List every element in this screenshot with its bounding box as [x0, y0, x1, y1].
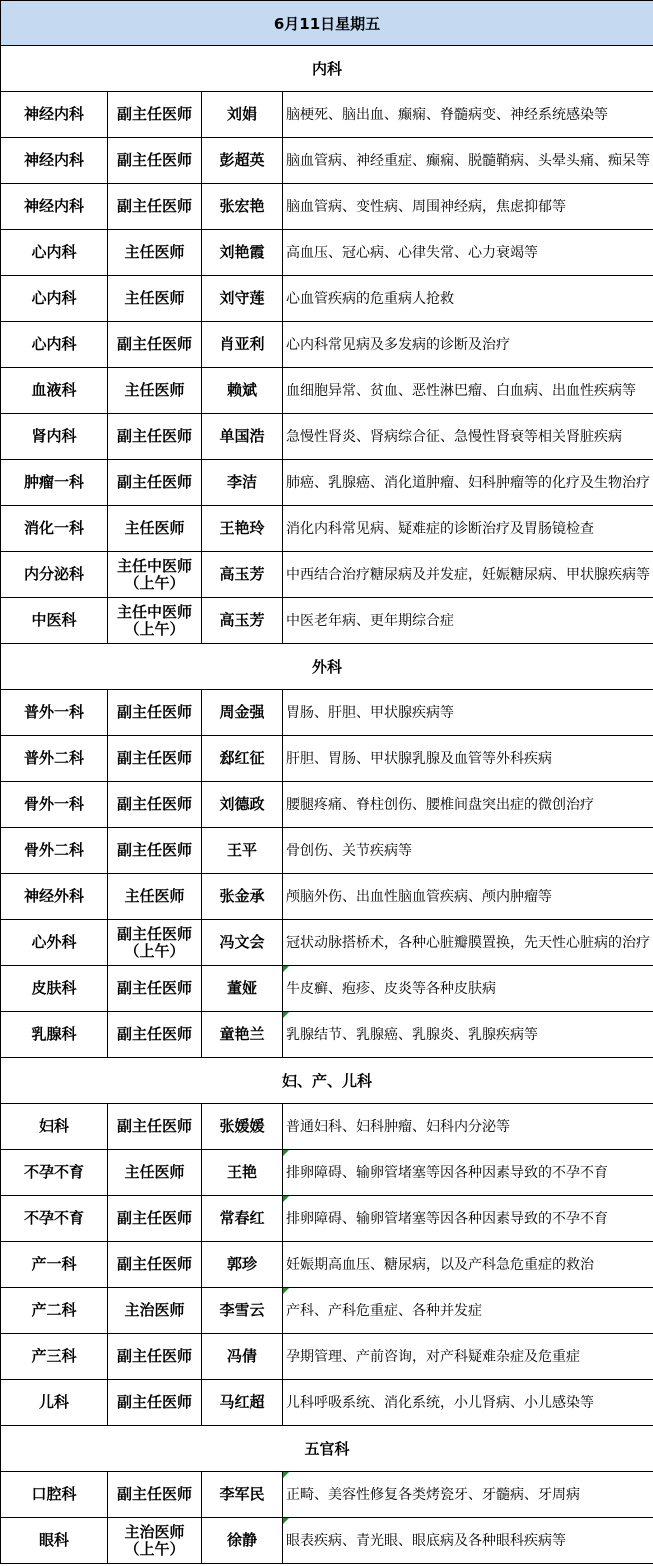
doctor-title-cell-text: 副主任医师	[116, 749, 192, 767]
department-cell	[1, 874, 108, 920]
table-row	[1, 414, 653, 460]
department-cell-text: 普外二科	[23, 749, 84, 767]
doctor-name-cell	[202, 138, 283, 184]
specialty-cell-text: 中医老年病、更年期综合症	[286, 612, 454, 629]
table-row	[1, 1380, 653, 1426]
doctor-title-cell	[108, 1196, 202, 1242]
doctor-name-cell-text: 王艳玲	[219, 519, 265, 537]
section-title: 外科	[1, 644, 653, 690]
department-cell-text: 皮肤科	[31, 979, 77, 997]
specialty-cell	[283, 276, 653, 322]
doctor-name-cell-text: 郄红征	[219, 749, 265, 767]
doctor-title-cell-text: 副主任医师	[116, 151, 192, 169]
department-cell-text: 乳腺科	[31, 1025, 77, 1043]
doctor-title-cell-text: 副主任医师	[116, 197, 192, 215]
specialty-cell	[283, 1104, 653, 1150]
specialty-cell-text: 肝胆、胃肠、甲状腺乳腺及血管等外科疾病	[286, 750, 552, 767]
table-row	[1, 276, 653, 322]
doctor-title-cell	[108, 506, 202, 552]
department-cell	[1, 552, 108, 598]
doctor-name-cell-text: 王平	[226, 841, 257, 859]
table-row	[1, 230, 653, 276]
doctor-name-cell	[202, 1518, 283, 1564]
doctor-name-cell-text: 彭超英	[219, 151, 265, 169]
doctor-name-cell	[202, 920, 283, 966]
department-cell	[1, 1288, 108, 1334]
doctor-title-cell	[108, 1242, 202, 1288]
table-row	[1, 874, 653, 920]
cell-comment-marker-icon	[283, 1012, 289, 1018]
doctor-name-cell-text: 张宏艳	[219, 197, 265, 215]
department-cell	[1, 368, 108, 414]
specialty-cell-text: 心内科常见病及多发病的诊断及治疗	[286, 336, 510, 353]
doctor-name-cell	[202, 506, 283, 552]
specialty-cell	[283, 736, 653, 782]
doctor-name-cell-text: 常春红	[219, 1209, 265, 1227]
doctor-name-cell	[202, 368, 283, 414]
department-cell-text: 心内科	[31, 335, 77, 353]
department-cell-text: 神经内科	[23, 151, 84, 169]
specialty-cell	[283, 1334, 653, 1380]
doctor-title-cell	[108, 460, 202, 506]
specialty-cell-text: 儿科呼吸系统、消化系统，小儿肾病、小儿感染等	[286, 1394, 594, 1411]
specialty-cell-text: 血细胞异常、贫血、恶性淋巴瘤、白血病、出血性疾病等	[286, 382, 636, 399]
department-cell	[1, 1196, 108, 1242]
specialty-cell	[283, 1150, 653, 1196]
doctor-title-cell-text: 主任医师	[124, 381, 185, 399]
department-cell-text: 口腔科	[31, 1485, 77, 1503]
doctor-name-cell	[202, 966, 283, 1012]
specialty-cell-text: 消化内科常见病、疑难症的诊断治疗及胃肠镜检查	[286, 520, 594, 537]
doctor-title-cell	[108, 414, 202, 460]
doctor-name-cell	[202, 322, 283, 368]
doctor-title-cell-text: 副主任医师	[116, 105, 192, 123]
department-cell-text: 不孕不育	[23, 1209, 84, 1227]
specialty-cell	[283, 1012, 653, 1058]
specialty-cell	[283, 828, 653, 874]
specialty-cell	[283, 506, 653, 552]
doctor-name-cell	[202, 460, 283, 506]
doctor-name-cell	[202, 552, 283, 598]
department-cell	[1, 92, 108, 138]
table-row	[1, 690, 653, 736]
department-cell	[1, 1472, 108, 1518]
specialty-cell	[283, 874, 653, 920]
doctor-name-cell	[202, 414, 283, 460]
department-cell-text: 心内科	[31, 243, 77, 261]
specialty-cell-text: 急慢性肾炎、肾病综合征、急慢性肾衰等相关肾脏疾病	[286, 428, 622, 445]
department-cell-text: 血液科	[31, 381, 77, 399]
doctor-title-cell	[108, 828, 202, 874]
doctor-title-cell	[108, 1104, 202, 1150]
cell-comment-marker-icon	[283, 1288, 289, 1294]
specialty-cell-text: 乳腺结节、乳腺癌、乳腺炎、乳腺疾病等	[286, 1026, 538, 1043]
department-cell	[1, 920, 108, 966]
department-cell-text: 普外一科	[23, 703, 84, 721]
doctor-title-cell	[108, 230, 202, 276]
doctor-name-cell	[202, 184, 283, 230]
doctor-name-cell	[202, 782, 283, 828]
specialty-cell	[283, 1472, 653, 1518]
section-title: 内科	[1, 46, 653, 92]
doctor-title-cell	[108, 690, 202, 736]
department-cell-text: 肿瘤一科	[23, 473, 84, 491]
department-cell-text: 消化一科	[23, 519, 84, 537]
doctor-title-cell-text: 主任医师	[124, 887, 185, 905]
specialty-cell	[283, 1518, 653, 1564]
department-cell	[1, 1242, 108, 1288]
department-cell-text: 眼科	[38, 1531, 69, 1549]
department-cell-text: 心外科	[31, 933, 77, 951]
doctor-title-cell-text: 主任医师	[124, 519, 185, 537]
table-row	[1, 736, 653, 782]
specialty-cell-text: 颅脑外伤、出血性脑血管疾病、颅内肿瘤等	[286, 888, 552, 905]
doctor-title-cell	[108, 276, 202, 322]
department-cell	[1, 230, 108, 276]
doctor-name-cell-text: 单国浩	[219, 427, 265, 445]
department-cell	[1, 414, 108, 460]
doctor-title-cell-text: 副主任医师	[116, 1255, 192, 1273]
specialty-cell-text: 排卵障碍、输卵管堵塞等因各种因素导致的不孕不育	[286, 1210, 608, 1227]
doctor-name-cell	[202, 1472, 283, 1518]
doctor-name-cell	[202, 1288, 283, 1334]
cell-comment-marker-icon	[283, 1518, 289, 1524]
department-cell	[1, 460, 108, 506]
doctor-title-cell	[108, 322, 202, 368]
doctor-title-cell-text: 主任中医师 （上午）	[116, 602, 192, 638]
specialty-cell	[283, 230, 653, 276]
doctor-name-cell	[202, 92, 283, 138]
doctor-name-cell-text: 李洁	[226, 473, 257, 491]
section-title: 妇、产、儿科	[1, 1058, 653, 1104]
doctor-title-cell	[108, 920, 202, 966]
doctor-name-cell-text: 郭珍	[226, 1255, 257, 1273]
table-row	[1, 1518, 653, 1564]
section-header-row	[1, 1426, 653, 1472]
specialty-cell	[283, 92, 653, 138]
department-cell-text: 神经内科	[23, 197, 84, 215]
table-row	[1, 966, 653, 1012]
doctor-title-cell	[108, 1150, 202, 1196]
table-row	[1, 138, 653, 184]
specialty-cell-text: 中西结合治疗糖尿病及并发症，妊娠糖尿病、甲状腺疾病等	[286, 566, 650, 583]
specialty-cell-text: 脑血管病、变性病、周围神经病，焦虑抑郁等	[286, 198, 566, 215]
specialty-cell-text: 妊娠期高血压、糖尿病，以及产科急危重症的救治	[286, 1256, 594, 1273]
doctor-title-cell	[108, 782, 202, 828]
specialty-cell-text: 产科、产科危重症、各种并发症	[286, 1302, 482, 1319]
doctor-title-cell-text: 主治医师 （上午）	[124, 1522, 185, 1558]
department-cell	[1, 1334, 108, 1380]
table-row	[1, 1288, 653, 1334]
doctor-title-cell-text: 副主任医师	[116, 335, 192, 353]
doctor-title-cell	[108, 368, 202, 414]
specialty-cell-text: 冠状动脉搭桥术，各种心脏瓣膜置换，先天性心脏病的治疗	[286, 934, 650, 951]
doctor-name-cell-text: 刘德政	[219, 795, 265, 813]
doctor-title-cell	[108, 1334, 202, 1380]
doctor-title-cell	[108, 92, 202, 138]
doctor-name-cell-text: 童艳兰	[219, 1025, 265, 1043]
table-row	[1, 368, 653, 414]
department-cell-text: 产二科	[31, 1301, 77, 1319]
doctor-name-cell-text: 高玉芳	[219, 565, 265, 583]
doctor-title-cell	[108, 1012, 202, 1058]
doctor-title-cell-text: 副主任医师	[116, 979, 192, 997]
doctor-title-cell	[108, 966, 202, 1012]
doctor-name-cell-text: 冯倩	[226, 1347, 257, 1365]
doctor-title-cell-text: 副主任医师	[116, 841, 192, 859]
section-header-row	[1, 1058, 653, 1104]
table-row	[1, 1334, 653, 1380]
department-cell-text: 儿科	[38, 1393, 69, 1411]
department-cell-text: 中医科	[31, 611, 77, 629]
doctor-title-cell-text: 副主任医师	[116, 1117, 192, 1135]
doctor-title-cell-text: 主任中医师 （上午）	[116, 556, 192, 592]
table-row	[1, 1012, 653, 1058]
specialty-cell	[283, 1288, 653, 1334]
schedule-date-title: 6月11日星期五	[1, 1, 653, 46]
specialty-cell-text: 胃肠、肝胆、甲状腺疾病等	[286, 704, 454, 721]
doctor-name-cell	[202, 874, 283, 920]
doctor-name-cell-text: 周金强	[219, 703, 265, 721]
table-row	[1, 184, 653, 230]
department-cell-text: 不孕不育	[23, 1163, 84, 1181]
doctor-name-cell-text: 马红超	[219, 1393, 265, 1411]
doctor-title-cell-text: 副主任医师	[116, 703, 192, 721]
doctor-title-cell-text: 副主任医师	[116, 1393, 192, 1411]
doctor-title-cell-text: 主任医师	[124, 243, 185, 261]
department-cell	[1, 782, 108, 828]
table-row	[1, 92, 653, 138]
department-cell	[1, 1104, 108, 1150]
specialty-cell-text: 牛皮癣、疱疹、皮炎等各种皮肤病	[286, 980, 496, 997]
specialty-cell-text: 普通妇科、妇科肿瘤、妇科内分泌等	[286, 1118, 510, 1135]
table-row	[1, 598, 653, 644]
doctor-name-cell-text: 王艳	[226, 1163, 257, 1181]
department-cell-text: 肾内科	[31, 427, 77, 445]
department-cell-text: 骨外一科	[23, 795, 84, 813]
doctor-title-cell	[108, 1380, 202, 1426]
table-row	[1, 322, 653, 368]
doctor-name-cell	[202, 276, 283, 322]
doctor-name-cell-text: 刘艳霞	[219, 243, 265, 261]
doctor-name-cell	[202, 1380, 283, 1426]
doctor-title-cell-text: 副主任医师	[116, 427, 192, 445]
doctor-title-cell-text: 主治医师	[124, 1301, 185, 1319]
department-cell	[1, 184, 108, 230]
specialty-cell-text: 排卵障碍、输卵管堵塞等因各种因素导致的不孕不育	[286, 1164, 608, 1181]
specialty-cell	[283, 138, 653, 184]
department-cell	[1, 322, 108, 368]
specialty-cell-text: 肺癌、乳腺癌、消化道肿瘤、妇科肿瘤等的化疗及生物治疗	[286, 474, 650, 491]
department-cell-text: 产三科	[31, 1347, 77, 1365]
department-cell	[1, 1380, 108, 1426]
doctor-title-cell	[108, 552, 202, 598]
doctor-name-cell-text: 徐静	[226, 1531, 257, 1549]
doctor-name-cell	[202, 230, 283, 276]
doctor-name-cell-text: 赖斌	[226, 381, 257, 399]
doctor-title-cell-text: 副主任医师	[116, 1209, 192, 1227]
doctor-name-cell-text: 刘娟	[226, 105, 257, 123]
section-header-row	[1, 46, 653, 92]
doctor-name-cell-text: 冯文会	[219, 933, 265, 951]
doctor-name-cell	[202, 690, 283, 736]
department-cell	[1, 276, 108, 322]
department-cell	[1, 736, 108, 782]
department-cell-text: 心内科	[31, 289, 77, 307]
department-cell-text: 妇科	[38, 1117, 69, 1135]
department-cell	[1, 1012, 108, 1058]
doctor-title-cell	[108, 138, 202, 184]
doctor-title-cell	[108, 1472, 202, 1518]
doctor-title-cell-text: 副主任医师	[116, 473, 192, 491]
table-row	[1, 782, 653, 828]
cell-comment-marker-icon	[283, 966, 289, 972]
doctor-name-cell	[202, 1334, 283, 1380]
department-cell-text: 产一科	[31, 1255, 77, 1273]
doctor-title-cell	[108, 184, 202, 230]
doctor-name-cell	[202, 1242, 283, 1288]
title-row	[1, 1, 653, 46]
specialty-cell	[283, 368, 653, 414]
doctor-name-cell	[202, 1196, 283, 1242]
doctor-title-cell	[108, 736, 202, 782]
department-cell	[1, 138, 108, 184]
specialty-cell-text: 心血管疾病的危重病人抢救	[286, 290, 454, 307]
department-cell	[1, 828, 108, 874]
specialty-cell-text: 骨创伤、关节疾病等	[286, 842, 412, 859]
specialty-cell-text: 孕期管理、产前咨询，对产科疑难杂症及危重症	[286, 1348, 580, 1365]
cell-comment-marker-icon	[283, 1472, 289, 1478]
doctor-name-cell-text: 李雪云	[219, 1301, 265, 1319]
specialty-cell-text: 正畸、美容性修复各类烤瓷牙、牙髓病、牙周病	[286, 1486, 580, 1503]
specialty-cell	[283, 1196, 653, 1242]
department-cell-text: 神经内科	[23, 105, 84, 123]
department-cell	[1, 598, 108, 644]
doctor-name-cell	[202, 1104, 283, 1150]
specialty-cell	[283, 184, 653, 230]
doctor-title-cell-text: 副主任医师	[116, 1025, 192, 1043]
doctor-name-cell-text: 张媛媛	[219, 1117, 265, 1135]
specialty-cell	[283, 1380, 653, 1426]
specialty-cell-text: 腰腿疼痛、脊柱创伤、腰椎间盘突出症的微创治疗	[286, 796, 594, 813]
specialty-cell	[283, 552, 653, 598]
doctor-title-cell	[108, 598, 202, 644]
schedule-body	[1, 1, 653, 1564]
table-row	[1, 1150, 653, 1196]
doctor-name-cell	[202, 1150, 283, 1196]
specialty-cell-text: 眼表疾病、青光眼、眼底病及各种眼科疾病等	[286, 1532, 566, 1549]
doctor-name-cell-text: 李军民	[219, 1485, 265, 1503]
doctor-name-cell-text: 张金承	[219, 887, 265, 905]
section-header-row	[1, 644, 653, 690]
specialty-cell-text: 脑血管病、神经重症、癫痫、脱髓鞘病、头晕头痛、痴呆等	[286, 152, 650, 169]
specialty-cell	[283, 460, 653, 506]
section-title: 五官科	[1, 1426, 653, 1472]
table-row	[1, 552, 653, 598]
department-cell-text: 内分泌科	[23, 565, 84, 583]
doctor-name-cell	[202, 598, 283, 644]
specialty-cell	[283, 782, 653, 828]
department-cell	[1, 966, 108, 1012]
doctor-title-cell-text: 副主任医师	[116, 795, 192, 813]
cell-comment-marker-icon	[283, 1196, 289, 1202]
doctor-name-cell	[202, 828, 283, 874]
specialty-cell-text: 高血压、冠心病、心律失常、心力衰竭等	[286, 244, 538, 261]
department-cell	[1, 690, 108, 736]
department-cell-text: 神经外科	[23, 887, 84, 905]
doctor-name-cell	[202, 736, 283, 782]
specialty-cell	[283, 690, 653, 736]
doctor-name-cell	[202, 1012, 283, 1058]
specialty-cell-text: 脑梗死、脑出血、癫痫、脊髓病变、神经系统感染等	[286, 106, 608, 123]
doctor-title-cell-text: 主任医师	[124, 289, 185, 307]
table-row	[1, 460, 653, 506]
specialty-cell	[283, 414, 653, 460]
doctor-title-cell-text: 副主任医师	[116, 1347, 192, 1365]
table-row	[1, 1472, 653, 1518]
doctor-title-cell	[108, 1288, 202, 1334]
table-row	[1, 1196, 653, 1242]
doctor-name-cell-text: 刘守莲	[219, 289, 265, 307]
doctor-title-cell-text: 副主任医师 （上午）	[116, 924, 192, 960]
doctor-name-cell-text: 高玉芳	[219, 611, 265, 629]
table-row	[1, 1104, 653, 1150]
doctor-name-cell-text: 董娅	[226, 979, 257, 997]
specialty-cell	[283, 598, 653, 644]
department-cell	[1, 1150, 108, 1196]
specialty-cell	[283, 1242, 653, 1288]
table-row	[1, 1242, 653, 1288]
table-row	[1, 828, 653, 874]
cell-comment-marker-icon	[283, 1150, 289, 1156]
doctor-title-cell	[108, 1518, 202, 1564]
department-cell	[1, 506, 108, 552]
specialty-cell	[283, 966, 653, 1012]
specialty-cell	[283, 322, 653, 368]
doctor-title-cell-text: 副主任医师	[116, 1485, 192, 1503]
table-row	[1, 506, 653, 552]
doctor-title-cell-text: 主任医师	[124, 1163, 185, 1181]
doctor-title-cell	[108, 874, 202, 920]
specialty-cell	[283, 920, 653, 966]
doctor-name-cell-text: 肖亚利	[219, 335, 265, 353]
table-row	[1, 920, 653, 966]
department-cell	[1, 1518, 108, 1564]
department-cell-text: 骨外二科	[23, 841, 84, 859]
